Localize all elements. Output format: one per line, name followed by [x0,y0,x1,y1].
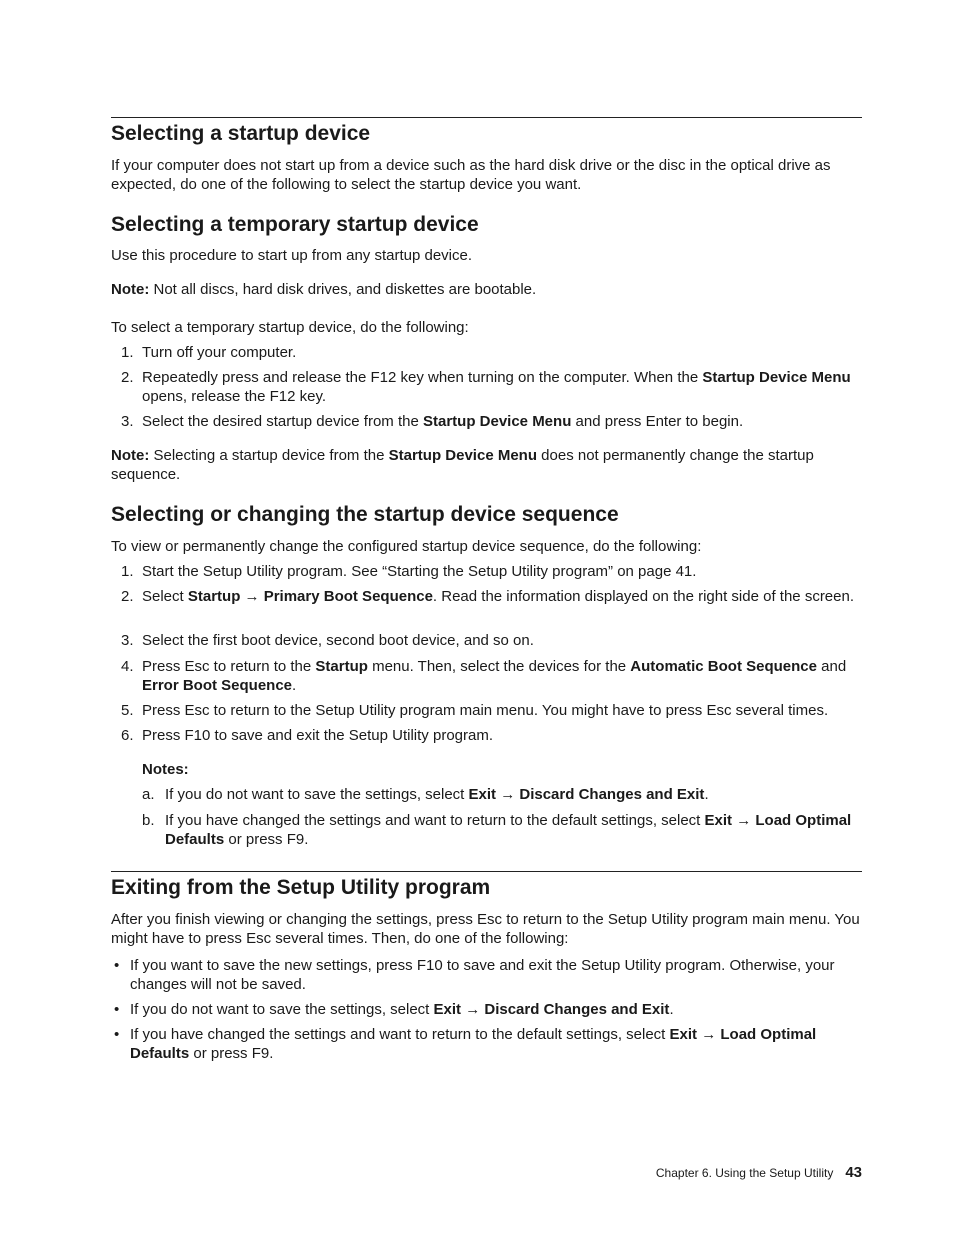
heading-selecting-startup-device: Selecting a startup device [111,122,371,145]
heading-exiting-setup-utility: Exiting from the Setup Utility program [111,876,491,899]
list-number: 2. [121,369,134,386]
list-number: 3. [121,632,134,649]
list-item [111,588,863,607]
list-text: Press Esc to return to the Setup Utility program main menu. You might have to press Esc several times. [142,702,829,719]
sub-list-item [142,812,862,849]
list-text: If you do not want to save the settings, select Exit → Discard Changes and Exit. [130,1001,674,1018]
list-number: 5. [121,702,134,719]
list-number: 1. [121,563,134,580]
paragraph-exit-intro: After you finish viewing or changing the settings, press Esc to return to the Setup Utility program main menu. You might have to press Esc several times. Then, do one of the following: [111,911,860,947]
list-item [111,702,863,721]
list-number: 4. [121,658,134,675]
list-letter: a. [142,786,155,803]
paragraph-temporary-procedure: Use this procedure to start up from any startup device. [111,247,473,264]
note-text: Not all discs, hard disk drives, and diskettes are bootable. [149,281,537,298]
note-bootable [111,281,863,300]
page-number: 43 [845,1164,862,1181]
paragraph-temporary-intro: To select a temporary startup device, do the following: [111,319,469,336]
list-text: Repeatedly press and release the F12 key when turning on the computer. When the Startup Device Menu opens, release the F12 key. [142,369,851,405]
list-letter: b. [142,812,155,829]
list-number: 1. [121,344,134,361]
list-text: Select Startup → Primary Boot Sequence. Read the information displayed on the right side of the screen. [142,588,855,605]
list-text: Select the desired startup device from the Startup Device Menu and press Enter to begin. [142,413,744,430]
list-item [111,727,863,746]
heading-temporary-startup-device: Selecting a temporary startup device [111,213,479,236]
list-number: 6. [121,727,134,744]
list-text: Press F10 to save and exit the Setup Utility program. [142,727,493,744]
list-text: If you have changed the settings and want to return to the default settings, select Exit → Load Optimal Defaults or press F9. [130,1026,817,1062]
note-label: Note: [111,281,150,298]
bullet-icon: • [114,957,120,974]
list-text: If you have changed the settings and want to return to the default settings, select Exit → Load Optimal Defaults or press F9. [165,812,852,848]
list-item [111,1001,863,1020]
list-text: If you do not want to save the settings, select Exit → Discard Changes and Exit. [165,786,709,803]
list-text: Turn off your computer. [142,344,297,361]
sub-list-item [142,786,862,805]
footer-chapter: Chapter 6. Using the Setup Utility [655,1166,834,1180]
list-item [111,1026,863,1063]
list-item [111,344,863,363]
paragraph-sequence-intro: To view or permanently change the configured startup device sequence, do the following: [111,538,702,555]
list-text: Start the Setup Utility program. See “Starting the Setup Utility program” on page 41. [142,563,697,580]
note-startup-sequence: Note: Selecting a startup device from the Startup Device Menu does not permanently change the startup sequence. [111,447,814,483]
list-item [111,957,863,994]
note-label: Note: [111,447,150,464]
list-text: If you want to save the new settings, press F10 to save and exit the Setup Utility program. Otherwise, your changes will not be saved. [130,957,835,993]
bullet-icon: • [114,1001,120,1018]
paragraph-startup-intro: If your computer does not start up from a device such as the hard disk drive or the disc in the optical drive as expected, do one of the following to select the startup device you want. [111,157,831,193]
section-rule-top [111,117,862,118]
list-text: Select the first boot device, second boot device, and so on. [142,632,534,649]
list-item [111,658,863,695]
list-text: Press Esc to return to the Startup menu. Then, select the devices for the Automatic Boot Sequence and Error Boot Sequence. [142,658,847,694]
list-item [111,369,863,406]
list-item [111,563,863,582]
list-number: 3. [121,413,134,430]
page-footer [656,1163,862,1183]
list-item [111,413,863,432]
list-item [111,632,863,651]
list-number: 2. [121,588,134,605]
heading-startup-sequence: Selecting or changing the startup device sequence [111,503,619,526]
bullet-icon: • [114,1026,120,1043]
notes-label: Notes: [142,761,189,778]
section-rule [111,871,862,872]
